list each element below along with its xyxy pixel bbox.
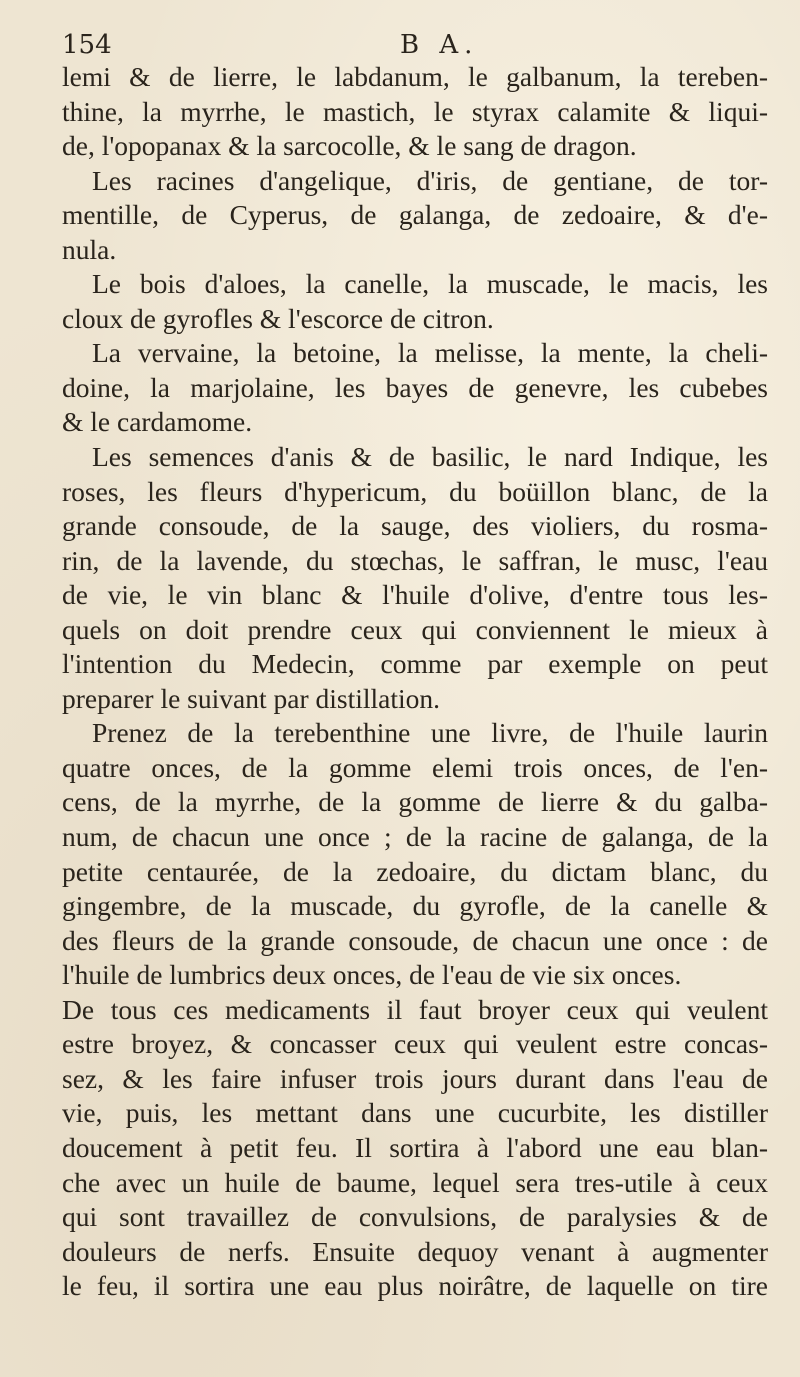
text-line: Prenez de la terebenthine une livre, de l'huile laurin — [92, 717, 768, 749]
text-line: cens, de la myrrhe, de la gomme de lierre & du galba- — [62, 786, 768, 818]
running-head: B A. — [400, 30, 479, 60]
text-line: qui sont travaillez de convulsions, de paralysies & de — [62, 1201, 768, 1233]
text-line: mentille, de Cyperus, de galanga, de zedoaire, & d'e- — [62, 199, 768, 231]
text-line: che avec un huile de baume, lequel sera tres-utile à ceux — [62, 1166, 768, 1198]
text-line: petite centaurée, de la zedoaire, du dictam blanc, du — [62, 855, 768, 887]
text-line: doine, la marjolaine, les bayes de genevre, les cubebes — [62, 371, 768, 403]
text-line: le feu, il sortira une eau plus noirâtre, de laquelle on tire — [62, 1270, 768, 1302]
text-line: sez, & les faire infuser trois jours durant dans l'eau de — [62, 1062, 768, 1094]
text-line: l'huile de lumbrics deux onces, de l'eau de vie six onces. — [62, 959, 682, 991]
text-line: quatre onces, de la gomme elemi trois onces, de l'en- — [62, 751, 768, 783]
text-line: de vie, le vin blanc & l'huile d'olive, d'entre tous les- — [62, 579, 768, 611]
text-line: nula. — [62, 233, 117, 265]
text-line: quels on doit prendre ceux qui conviennent le mieux à — [62, 613, 768, 645]
text-line: vie, puis, les mettant dans une cucurbite, les distiller — [62, 1097, 768, 1129]
text-line: de, l'opopanax & la sarcocolle, & le sang de dragon. — [62, 130, 637, 162]
text-line: La vervaine, la betoine, la melisse, la mente, la cheli- — [92, 337, 768, 369]
page-header — [62, 30, 742, 62]
text-line: lemi & de lierre, le labdanum, le galbanum, la tereben- — [62, 61, 768, 92]
body-text — [62, 60, 768, 1304]
text-line: cloux de gyrofles & l'escorce de citron. — [62, 302, 494, 334]
text-line: estre broyez, & concasser ceux qui veulent estre concas- — [62, 1028, 768, 1060]
text-line: grande consoude, de la sauge, des violiers, du rosma- — [62, 510, 768, 542]
text-line: & le cardamome. — [62, 406, 253, 438]
text-line: gingembre, de la muscade, du gyrofle, de la canelle & — [62, 890, 768, 922]
text-line: preparer le suivant par distillation. — [62, 682, 441, 714]
text-line: des fleurs de la grande consoude, de chacun une once : de — [62, 924, 768, 956]
text-line: De tous ces medicaments il faut broyer ceux qui veulent — [62, 993, 768, 1025]
text-line: doucement à petit feu. Il sortira à l'abord une eau blan- — [62, 1131, 768, 1163]
page-number: 154 — [62, 30, 112, 60]
text-line: thine, la myrrhe, le mastich, le styrax calamite & liqui- — [62, 95, 768, 127]
text-line: num, de chacun une once ; de la racine de galanga, de la — [62, 821, 768, 853]
text-line: Le bois d'aloes, la canelle, la muscade, le macis, les — [92, 268, 768, 300]
text-line: douleurs de nerfs. Ensuite dequoy venant à augmenter — [62, 1235, 768, 1267]
text-line: Les racines d'angelique, d'iris, de gentiane, de tor- — [92, 164, 768, 196]
text-line: l'intention du Medecin, comme par exemple on peut — [62, 648, 768, 680]
text-line: Les semences d'anis & de basilic, le nard Indique, les — [92, 441, 768, 473]
text-line: rin, de la lavende, du stœchas, le saffran, le musc, l'eau — [62, 544, 768, 576]
text-line: roses, les fleurs d'hypericum, du boüillon blanc, de la — [62, 475, 768, 507]
